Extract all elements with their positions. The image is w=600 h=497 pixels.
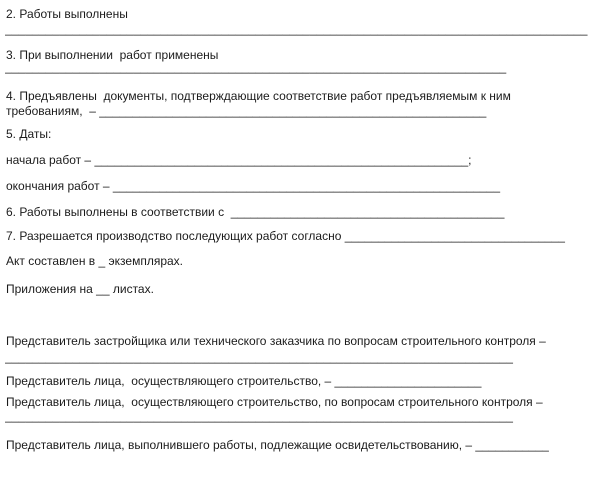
blank-line-materials-applied: __________________________________________________________________________ (5, 60, 507, 74)
blank-line-works-performed: ______________________________________________________________________________________ (5, 22, 588, 36)
signature-label-developer-representative: Представитель застройщика или технического заказчика по вопросам строительного контроля – (6, 334, 546, 348)
form-item-7-subsequent-works: 7. Разрешается производство последующих работ согласно _________________________________ (6, 229, 565, 243)
form-item-5-dates: 5. Даты: (6, 127, 52, 141)
signature-label-works-performer-representative: Представитель лица, выполнившего работы, подлежащие освидетельствованию, – ___________ (6, 438, 549, 452)
form-line-copies-count: Акт составлен в _ экземплярах. (6, 254, 183, 268)
form-item-2-works-performed: 2. Работы выполнены (6, 7, 128, 21)
form-line-end-date: окончания работ – __________________________________________________________ (6, 179, 500, 193)
form-line-start-date: начала работ – ________________________________________________________; (6, 153, 472, 167)
signature-label-builder-control-representative: Представитель лица, осуществляющего строительство, по вопросам строительного контроля – (6, 395, 543, 409)
form-item-3-materials-applied: 3. При выполнении работ применены (6, 48, 219, 62)
form-item-6-compliance: 6. Работы выполнены в соответствии с _________________________________________ (6, 205, 505, 219)
blank-line-builder-control-representative: ___________________________________________________________________________ (5, 409, 514, 423)
form-item-4-documents-continuation: требованиям, – __________________________________________________________ (6, 104, 487, 118)
form-item-4-documents: 4. Предъявлены документы, подтверждающие соответствие работ предъявляемым к ним (6, 89, 511, 103)
form-line-attachments-sheets: Приложения на __ листах. (6, 282, 154, 296)
signature-label-builder-representative: Представитель лица, осуществляющего строительство, – ______________________ (6, 374, 482, 388)
blank-line-developer-representative: ___________________________________________________________________________ (5, 350, 514, 364)
